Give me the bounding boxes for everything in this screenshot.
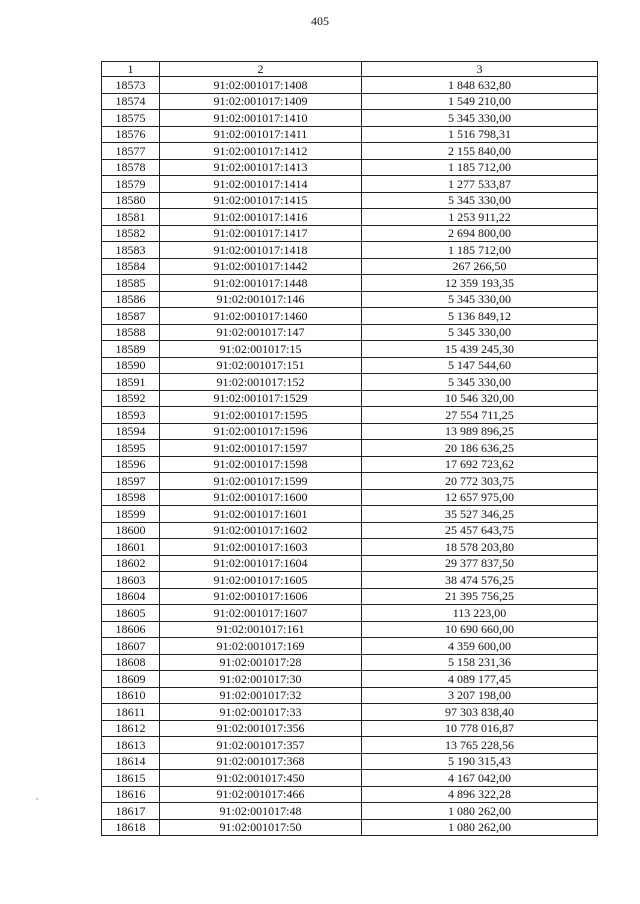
row-number-cell: 18615 bbox=[102, 770, 160, 787]
cadastral-number-cell: 91:02:001017:356 bbox=[160, 720, 362, 737]
value-cell: 20 186 636,25 bbox=[362, 440, 598, 457]
cadastral-number-cell: 91:02:001017:1599 bbox=[160, 473, 362, 490]
row-number-cell: 18602 bbox=[102, 555, 160, 572]
row-number-cell: 18588 bbox=[102, 324, 160, 341]
cadastral-number-cell: 91:02:001017:1604 bbox=[160, 555, 362, 572]
value-cell: 2 694 800,00 bbox=[362, 225, 598, 242]
cadastral-number-cell: 91:02:001017:1416 bbox=[160, 209, 362, 226]
table-row bbox=[102, 126, 598, 143]
cadastral-number-cell: 91:02:001017:30 bbox=[160, 671, 362, 688]
row-number-cell: 18608 bbox=[102, 654, 160, 671]
table-row bbox=[102, 341, 598, 358]
cadastral-number-cell: 91:02:001017:1596 bbox=[160, 423, 362, 440]
cadastral-number-cell: 91:02:001017:1460 bbox=[160, 308, 362, 325]
value-cell: 5 158 231,36 bbox=[362, 654, 598, 671]
cadastral-number-cell: 91:02:001017:357 bbox=[160, 737, 362, 754]
value-cell: 20 772 303,75 bbox=[362, 473, 598, 490]
cadastral-number-cell: 91:02:001017:1442 bbox=[160, 258, 362, 275]
row-number-cell: 18592 bbox=[102, 390, 160, 407]
cadastral-number-cell: 91:02:001017:1601 bbox=[160, 506, 362, 523]
value-cell: 25 457 643,75 bbox=[362, 522, 598, 539]
value-cell: 13 989 896,25 bbox=[362, 423, 598, 440]
table-body bbox=[102, 77, 598, 836]
row-number-cell: 18580 bbox=[102, 192, 160, 209]
row-number-cell: 18618 bbox=[102, 819, 160, 836]
value-cell: 1 516 798,31 bbox=[362, 126, 598, 143]
value-cell: 2 155 840,00 bbox=[362, 143, 598, 160]
cadastral-number-cell: 91:02:001017:1600 bbox=[160, 489, 362, 506]
cadastral-number-cell: 91:02:001017:147 bbox=[160, 324, 362, 341]
table-row bbox=[102, 588, 598, 605]
row-number-cell: 18604 bbox=[102, 588, 160, 605]
cadastral-number-cell: 91:02:001017:1603 bbox=[160, 539, 362, 556]
table-row bbox=[102, 605, 598, 622]
cadastral-number-cell: 91:02:001017:152 bbox=[160, 374, 362, 391]
table-row bbox=[102, 687, 598, 704]
table-row bbox=[102, 456, 598, 473]
value-cell: 1 080 262,00 bbox=[362, 819, 598, 836]
table-row bbox=[102, 803, 598, 820]
cadastral-number-cell: 91:02:001017:1605 bbox=[160, 572, 362, 589]
table-row bbox=[102, 720, 598, 737]
row-number-cell: 18579 bbox=[102, 176, 160, 193]
row-number-cell: 18609 bbox=[102, 671, 160, 688]
cadastral-number-cell: 91:02:001017:15 bbox=[160, 341, 362, 358]
value-cell: 1 848 632,80 bbox=[362, 77, 598, 94]
value-cell: 1 253 911,22 bbox=[362, 209, 598, 226]
value-cell: 5 190 315,43 bbox=[362, 753, 598, 770]
row-number-cell: 18611 bbox=[102, 704, 160, 721]
cadastral-number-cell: 91:02:001017:1448 bbox=[160, 275, 362, 292]
cadastral-number-cell: 91:02:001017:50 bbox=[160, 819, 362, 836]
row-number-cell: 18590 bbox=[102, 357, 160, 374]
value-cell: 1 549 210,00 bbox=[362, 93, 598, 110]
table-row bbox=[102, 192, 598, 209]
row-number-cell: 18616 bbox=[102, 786, 160, 803]
cadastral-number-cell: 91:02:001017:28 bbox=[160, 654, 362, 671]
cadastral-number-cell: 91:02:001017:1414 bbox=[160, 176, 362, 193]
value-cell: 10 546 320,00 bbox=[362, 390, 598, 407]
table-row bbox=[102, 390, 598, 407]
table-row bbox=[102, 786, 598, 803]
value-cell: 10 778 016,87 bbox=[362, 720, 598, 737]
value-cell: 4 167 042,00 bbox=[362, 770, 598, 787]
value-cell: 5 345 330,00 bbox=[362, 374, 598, 391]
table-row bbox=[102, 242, 598, 259]
table-row bbox=[102, 770, 598, 787]
cadastral-number-cell: 91:02:001017:1606 bbox=[160, 588, 362, 605]
page-number: 405 bbox=[311, 14, 329, 28]
scan-speck bbox=[36, 798, 38, 800]
table-row bbox=[102, 555, 598, 572]
row-number-cell: 18581 bbox=[102, 209, 160, 226]
value-cell: 38 474 576,25 bbox=[362, 572, 598, 589]
value-cell: 29 377 837,50 bbox=[362, 555, 598, 572]
value-cell: 1 185 712,00 bbox=[362, 242, 598, 259]
cadastral-number-cell: 91:02:001017:32 bbox=[160, 687, 362, 704]
table-row bbox=[102, 423, 598, 440]
value-cell: 35 527 346,25 bbox=[362, 506, 598, 523]
table-row bbox=[102, 407, 598, 424]
row-number-cell: 18591 bbox=[102, 374, 160, 391]
table-row bbox=[102, 621, 598, 638]
row-number-cell: 18574 bbox=[102, 93, 160, 110]
row-number-cell: 18605 bbox=[102, 605, 160, 622]
cadastral-number-cell: 91:02:001017:1595 bbox=[160, 407, 362, 424]
table-row bbox=[102, 704, 598, 721]
table-row bbox=[102, 357, 598, 374]
value-cell: 17 692 723,62 bbox=[362, 456, 598, 473]
value-cell: 4 089 177,45 bbox=[362, 671, 598, 688]
row-number-cell: 18597 bbox=[102, 473, 160, 490]
row-number-cell: 18612 bbox=[102, 720, 160, 737]
row-number-cell: 18576 bbox=[102, 126, 160, 143]
table-row bbox=[102, 258, 598, 275]
table-row bbox=[102, 572, 598, 589]
value-cell: 4 359 600,00 bbox=[362, 638, 598, 655]
row-number-cell: 18617 bbox=[102, 803, 160, 820]
row-number-cell: 18596 bbox=[102, 456, 160, 473]
table-row bbox=[102, 159, 598, 176]
cadastral-number-cell: 91:02:001017:1418 bbox=[160, 242, 362, 259]
row-number-cell: 18614 bbox=[102, 753, 160, 770]
row-number-cell: 18573 bbox=[102, 77, 160, 94]
row-number-cell: 18607 bbox=[102, 638, 160, 655]
cadastral-number-cell: 91:02:001017:48 bbox=[160, 803, 362, 820]
cadastral-number-cell: 91:02:001017:1598 bbox=[160, 456, 362, 473]
cadastral-number-cell: 91:02:001017:1417 bbox=[160, 225, 362, 242]
value-cell: 1 080 262,00 bbox=[362, 803, 598, 820]
cadastral-number-cell: 91:02:001017:169 bbox=[160, 638, 362, 655]
row-number-cell: 18599 bbox=[102, 506, 160, 523]
cadastral-number-cell: 91:02:001017:1410 bbox=[160, 110, 362, 127]
table-row bbox=[102, 275, 598, 292]
row-number-cell: 18583 bbox=[102, 242, 160, 259]
table-row bbox=[102, 93, 598, 110]
cadastral-number-cell: 91:02:001017:146 bbox=[160, 291, 362, 308]
row-number-cell: 18582 bbox=[102, 225, 160, 242]
value-cell: 5 345 330,00 bbox=[362, 192, 598, 209]
cadastral-number-cell: 91:02:001017:1607 bbox=[160, 605, 362, 622]
row-number-cell: 18577 bbox=[102, 143, 160, 160]
table-row bbox=[102, 324, 598, 341]
table-row bbox=[102, 737, 598, 754]
row-number-cell: 18575 bbox=[102, 110, 160, 127]
table-row bbox=[102, 308, 598, 325]
table-row bbox=[102, 489, 598, 506]
table-row bbox=[102, 671, 598, 688]
value-cell: 5 147 544,60 bbox=[362, 357, 598, 374]
value-cell: 21 395 756,25 bbox=[362, 588, 598, 605]
row-number-cell: 18584 bbox=[102, 258, 160, 275]
data-table bbox=[101, 61, 598, 836]
value-cell: 5 345 330,00 bbox=[362, 324, 598, 341]
table-row bbox=[102, 638, 598, 655]
cadastral-number-cell: 91:02:001017:368 bbox=[160, 753, 362, 770]
cadastral-number-cell: 91:02:001017:1529 bbox=[160, 390, 362, 407]
row-number-cell: 18610 bbox=[102, 687, 160, 704]
value-cell: 13 765 228,56 bbox=[362, 737, 598, 754]
cadastral-number-cell: 91:02:001017:1412 bbox=[160, 143, 362, 160]
row-number-cell: 18578 bbox=[102, 159, 160, 176]
row-number-cell: 18594 bbox=[102, 423, 160, 440]
cadastral-number-cell: 91:02:001017:161 bbox=[160, 621, 362, 638]
cadastral-number-cell: 91:02:001017:1408 bbox=[160, 77, 362, 94]
cadastral-number-cell: 91:02:001017:1409 bbox=[160, 93, 362, 110]
row-number-cell: 18586 bbox=[102, 291, 160, 308]
row-number-cell: 18593 bbox=[102, 407, 160, 424]
row-number-cell: 18595 bbox=[102, 440, 160, 457]
row-number-cell: 18587 bbox=[102, 308, 160, 325]
table-row bbox=[102, 143, 598, 160]
table-row bbox=[102, 110, 598, 127]
table-row bbox=[102, 506, 598, 523]
table-row bbox=[102, 753, 598, 770]
value-cell: 15 439 245,30 bbox=[362, 341, 598, 358]
cadastral-number-cell: 91:02:001017:1602 bbox=[160, 522, 362, 539]
row-number-cell: 18601 bbox=[102, 539, 160, 556]
cadastral-number-cell: 91:02:001017:1597 bbox=[160, 440, 362, 457]
column-header: 2 bbox=[160, 62, 362, 77]
header-row bbox=[102, 62, 598, 77]
value-cell: 1 277 533,87 bbox=[362, 176, 598, 193]
value-cell: 18 578 203,80 bbox=[362, 539, 598, 556]
row-number-cell: 18585 bbox=[102, 275, 160, 292]
table-row bbox=[102, 654, 598, 671]
value-cell: 5 136 849,12 bbox=[362, 308, 598, 325]
row-number-cell: 18600 bbox=[102, 522, 160, 539]
value-cell: 1 185 712,00 bbox=[362, 159, 598, 176]
value-cell: 12 657 975,00 bbox=[362, 489, 598, 506]
row-number-cell: 18603 bbox=[102, 572, 160, 589]
column-header: 3 bbox=[362, 62, 598, 77]
value-cell: 27 554 711,25 bbox=[362, 407, 598, 424]
value-cell: 97 303 838,40 bbox=[362, 704, 598, 721]
value-cell: 5 345 330,00 bbox=[362, 110, 598, 127]
value-cell: 113 223,00 bbox=[362, 605, 598, 622]
table-row bbox=[102, 374, 598, 391]
cadastral-number-cell: 91:02:001017:1411 bbox=[160, 126, 362, 143]
table-row bbox=[102, 473, 598, 490]
value-cell: 5 345 330,00 bbox=[362, 291, 598, 308]
table-row bbox=[102, 176, 598, 193]
table-row bbox=[102, 819, 598, 836]
value-cell: 3 207 198,00 bbox=[362, 687, 598, 704]
row-number-cell: 18598 bbox=[102, 489, 160, 506]
cadastral-number-cell: 91:02:001017:151 bbox=[160, 357, 362, 374]
table-row bbox=[102, 539, 598, 556]
row-number-cell: 18613 bbox=[102, 737, 160, 754]
cadastral-number-cell: 91:02:001017:33 bbox=[160, 704, 362, 721]
value-cell: 10 690 660,00 bbox=[362, 621, 598, 638]
cadastral-number-cell: 91:02:001017:450 bbox=[160, 770, 362, 787]
column-header: 1 bbox=[102, 62, 160, 77]
table-row bbox=[102, 440, 598, 457]
table-row bbox=[102, 77, 598, 94]
cadastral-number-cell: 91:02:001017:466 bbox=[160, 786, 362, 803]
row-number-cell: 18589 bbox=[102, 341, 160, 358]
value-cell: 12 359 193,35 bbox=[362, 275, 598, 292]
table-row bbox=[102, 209, 598, 226]
table-row bbox=[102, 522, 598, 539]
table-row bbox=[102, 225, 598, 242]
value-cell: 4 896 322,28 bbox=[362, 786, 598, 803]
table-row bbox=[102, 291, 598, 308]
cadastral-number-cell: 91:02:001017:1413 bbox=[160, 159, 362, 176]
value-cell: 267 266,50 bbox=[362, 258, 598, 275]
row-number-cell: 18606 bbox=[102, 621, 160, 638]
cadastral-number-cell: 91:02:001017:1415 bbox=[160, 192, 362, 209]
